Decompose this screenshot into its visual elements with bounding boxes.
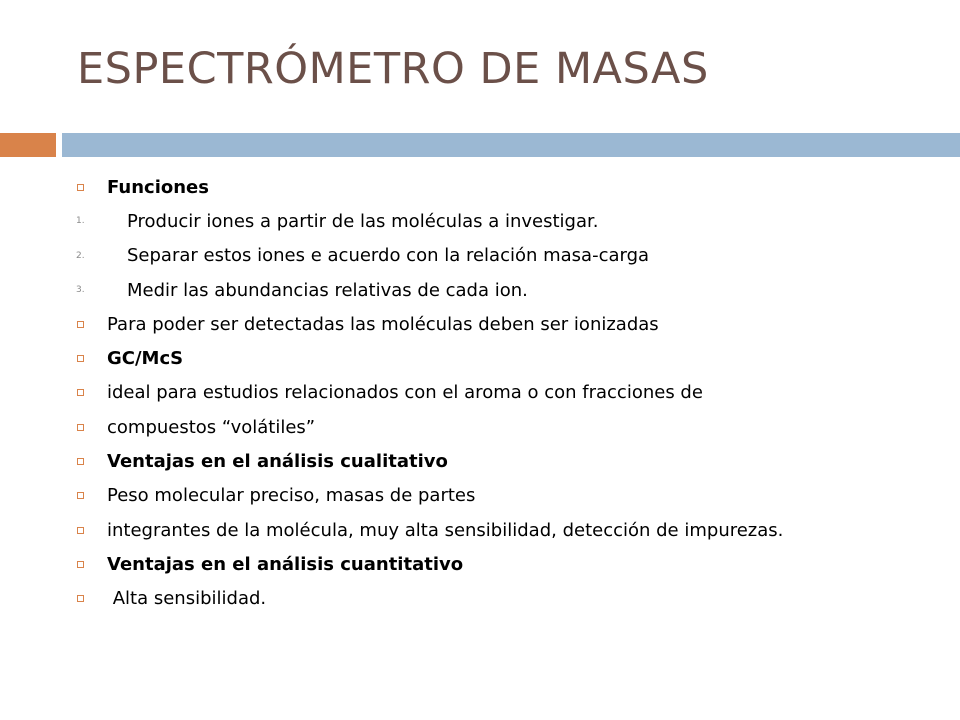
numbered-item — [76, 204, 946, 238]
hollow-square-icon — [77, 424, 84, 431]
hollow-square-icon — [77, 561, 84, 568]
list-item-text: compuestos “volátiles” — [107, 416, 316, 438]
list-item-text: Medir las abundancias relativas de cada ion. — [127, 279, 528, 301]
slide-title: ESPECTRÓMETRO DE MASAS — [77, 44, 709, 94]
item-number: 2. — [76, 250, 85, 261]
list-item — [76, 341, 946, 375]
hollow-square-icon — [77, 389, 84, 396]
list-item-text: Funciones — [107, 176, 209, 198]
hollow-square-icon — [77, 492, 84, 499]
list-item-text: Para poder ser detectadas las moléculas deben ser ionizadas — [107, 313, 659, 335]
list-item — [76, 479, 946, 513]
list-item-text: Separar estos iones e acuerdo con la relación masa-carga — [127, 245, 650, 267]
item-number: 3. — [76, 285, 85, 296]
slide-content — [76, 170, 946, 616]
header-bar — [62, 133, 960, 157]
list-item — [76, 170, 946, 204]
list-item — [76, 513, 946, 547]
list-item-text: GC/McS — [107, 348, 184, 370]
list-item — [76, 547, 946, 581]
list-item-text: Alta sensibilidad. — [107, 588, 267, 610]
item-number: 1. — [76, 216, 85, 227]
list-item — [76, 410, 946, 444]
accent-bar — [0, 133, 56, 157]
list-item-text: Peso molecular preciso, masas de partes — [107, 485, 476, 507]
list-item-text: integrantes de la molécula, muy alta sensibilidad, detección de impurezas. — [107, 519, 784, 541]
list-item-text: Producir iones a partir de las moléculas a investigar. — [127, 210, 599, 232]
hollow-square-icon — [77, 527, 84, 534]
list-item — [76, 376, 946, 410]
list-item — [76, 582, 946, 616]
hollow-square-icon — [77, 355, 84, 362]
numbered-item — [76, 273, 946, 307]
list-item — [76, 307, 946, 341]
numbered-item — [76, 239, 946, 273]
hollow-square-icon — [77, 321, 84, 328]
list-item-text: Ventajas en el análisis cuantitativo — [107, 553, 464, 575]
hollow-square-icon — [77, 595, 84, 602]
hollow-square-icon — [77, 184, 84, 191]
list-item-text: Ventajas en el análisis cualitativo — [107, 451, 448, 473]
list-item — [76, 444, 946, 478]
list-item-text: ideal para estudios relacionados con el aroma o con fracciones de — [107, 382, 703, 404]
hollow-square-icon — [77, 458, 84, 465]
